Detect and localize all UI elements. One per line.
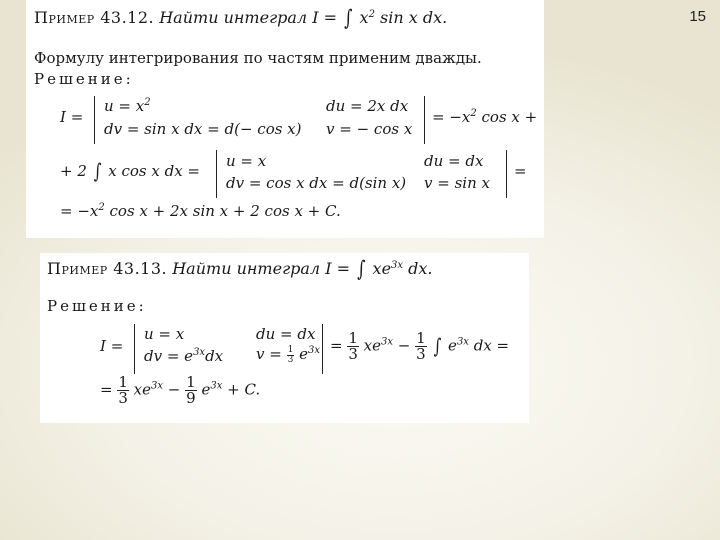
example-1-heading <box>34 4 448 31</box>
e1-r3: = $-x^2$ cos x + 2x sin x + 2 cos x + C. <box>60 202 341 220</box>
e2-r1-bar-left <box>134 324 135 374</box>
example-1-task: Найти интеграл <box>159 8 308 27</box>
e2-r1-du: du = dx <box>256 325 316 343</box>
e2-r1-left: I = <box>100 337 124 355</box>
e2-r1-right: = $\frac{1}{3}$ $xe^{3x}$ − $\frac{1}{3}$ ∫ $e^{3x}$ dx = <box>330 329 510 363</box>
example-2-formula-render: I = ∫ $xe^{3x}$ dx. <box>325 255 433 282</box>
e1-r1-v: v = − cos x <box>326 120 413 138</box>
e1-r2-left: + 2 ∫ x cos x dx = <box>60 158 201 184</box>
e2-r1-v: v = $\frac{1}{3}$ $e^{3x}$ <box>256 344 320 365</box>
e1-r1-dv: dv = sin x dx = d(− cos x) <box>104 120 302 138</box>
e1-r2-du: du = dx <box>424 152 484 170</box>
example-1-formula-render: I = ∫ $x^2$ sin x dx. <box>312 4 448 31</box>
e2-r1-bar-right <box>322 324 323 374</box>
example-43-13-scan <box>40 253 529 423</box>
e1-r1-bar-left <box>94 96 95 144</box>
e1-r2-dv: dv = cos x dx = d(sin x) <box>226 174 407 192</box>
e1-r2-bar-left <box>216 150 217 198</box>
example-2-label: Пример 43.13. <box>47 259 168 278</box>
e1-r2-right: = <box>514 162 527 180</box>
example-2-heading <box>47 255 433 282</box>
example-2-task: Найти интеграл <box>172 259 321 278</box>
example-1-label: Пример 43.12. <box>34 8 155 27</box>
example-2-solution-label: Решение: <box>47 297 147 315</box>
e2-r1-dv: dv = $e^{3x}dx$ <box>144 347 224 365</box>
example-1-solution-label: Решение: <box>34 70 134 88</box>
e1-r1-u: $u = x^2$ <box>104 97 151 115</box>
e1-r1-du: du = 2x dx <box>326 97 409 115</box>
e1-r2-bar-right <box>506 150 507 198</box>
e1-r2-u: u = x <box>226 152 267 170</box>
example-43-12-scan <box>26 0 544 238</box>
e2-r1-u: u = x <box>144 325 185 343</box>
e2-r2: = $\frac{1}{3}$ $xe^{3x}$ − $\frac{1}{9}$ $e^{3x} + C$. <box>100 373 261 407</box>
e1-r1-right: = $-x^2$ cos x + <box>432 108 538 126</box>
e1-r2-v: v = sin x <box>424 174 490 192</box>
e1-r1-bar-right <box>424 96 425 144</box>
page-number: 15 <box>689 8 706 25</box>
example-1-intro: Формулу интегрирования по частям применим дважды. <box>34 49 482 67</box>
e1-r1-left: I = <box>60 108 84 126</box>
